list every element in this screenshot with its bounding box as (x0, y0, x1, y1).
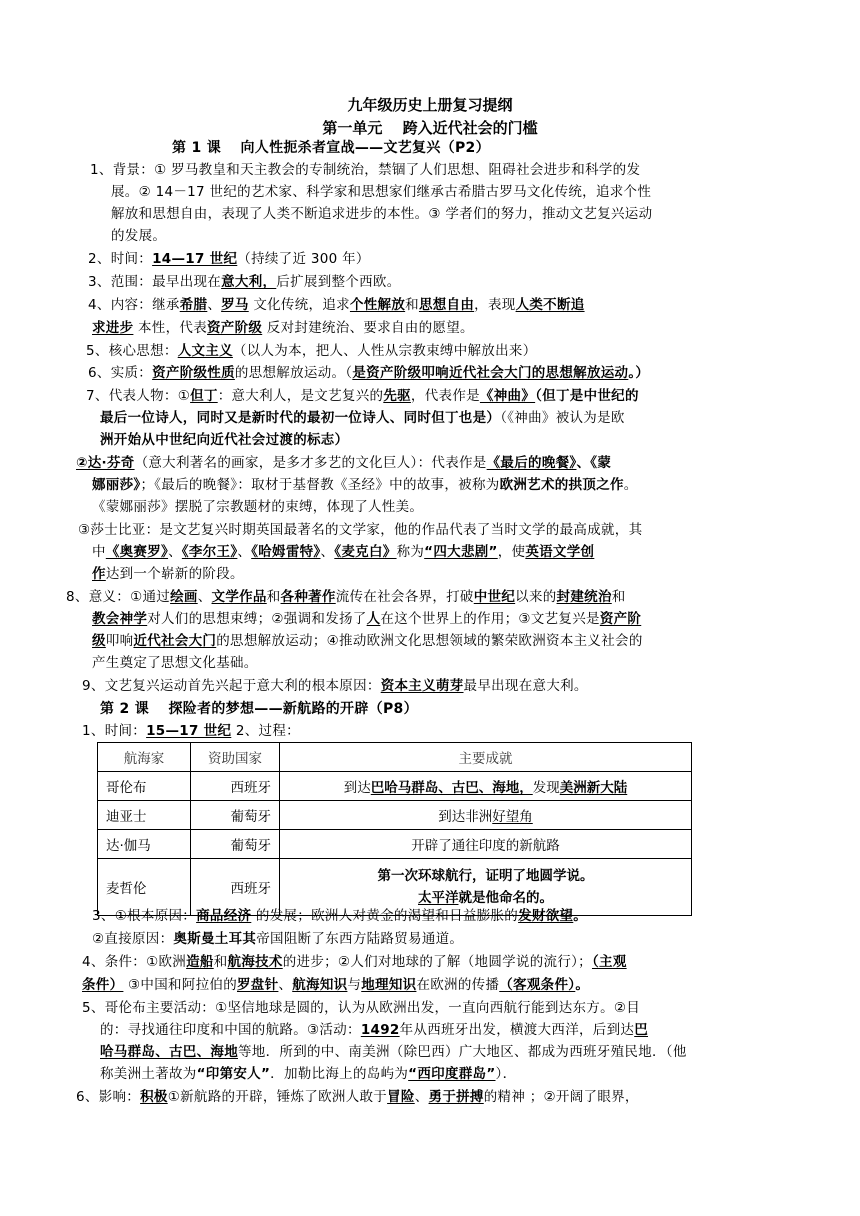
table-cell: 到达巴哈马群岛、古巴、海地，发现美洲新大陆 (280, 772, 692, 801)
table-header-row (98, 743, 692, 772)
table-cell: 西班牙 (191, 859, 280, 916)
cause-line: ②直接原因：奥斯曼土耳其帝国阻断了东西方陆路贸易通道。 (92, 931, 464, 947)
background-line: 展。② 14－17 世纪的艺术家、科学家和思想家们继承古希腊古罗马文化传统，追求个性 (111, 184, 652, 200)
significance-line: 产生奠定了思想文化基础。 (92, 655, 258, 671)
table-cell: 麦哲伦 (98, 859, 191, 916)
davinci-line: 娜丽莎》；《最后的晚餐》：取材于基督教《圣经》中的故事，被称为欧洲艺术的拱顶之作。 (92, 477, 638, 493)
essence-line: 6、实质：资产阶级性质的思想解放运动。（是资产阶级叩响近代社会大门的思想解放运动。） (88, 365, 650, 381)
significance-line: 教会神学对人们的思想束缚；②强调和发扬了人在这个世界上的作用；③文艺复兴是资产阶 (92, 611, 642, 627)
table-cell: 迪亚士 (98, 801, 191, 830)
content-line: 4、内容：继承希腊、罗马 文化传统，追求个性解放和思想自由，表现人类不断追 (88, 297, 585, 313)
table-row (98, 830, 692, 859)
columbus-line: 5、哥伦布主要活动：①坚信地球是圆的，认为从欧洲出发，一直向西航行能到达东方。②目 (82, 1000, 641, 1016)
figures-line: 洲开始从中世纪向近代社会过渡的标志） (100, 432, 349, 448)
table-cell: 哥伦布 (98, 772, 191, 801)
content-line: 求进步 本性，代表资产阶级 反对封建统治、要求自由的愿望。 (92, 320, 474, 336)
table-cell: 葡萄牙 (191, 801, 280, 830)
cause-line: 3、①根本原因：商品经济 的发展；欧洲人对黄金的渴望和日益膨胀的发财欲望。 (92, 908, 588, 924)
table-row (98, 801, 692, 830)
significance-line: 8、意义：①通过绘画、文学作品和各种著作流传在社会各界，打破中世纪以来的封建统治和 (66, 589, 626, 605)
table-header-cell: 主要成就 (280, 743, 692, 772)
navigator-table (97, 742, 692, 916)
table-header-cell: 航海家 (98, 743, 191, 772)
columbus-line: 的：寻找通往印度和中国的航路。③活动：1492年从西班牙出发，横渡大西洋，后到达巴 (100, 1022, 649, 1038)
table-cell: 到达非洲好望角 (280, 801, 692, 830)
impact-line: 6、影响：积极①新航路的开辟，锤炼了欧洲人敢于冒险、勇于拼搏的精神 ；②开阔了眼界， (76, 1089, 639, 1105)
background-line: 1、背景：① 罗马教皇和天主教会的专制统治，禁锢了人们思想、阻碍社会进步和科学的发 (90, 162, 641, 178)
table-header-cell: 资助国家 (191, 743, 280, 772)
root-cause-line: 9、文艺复兴运动首先兴起于意大利的根本原因：资本主义萌芽最早出现在意大利。 (82, 678, 588, 694)
table-cell: 葡萄牙 (191, 830, 280, 859)
shakespeare-line: 作达到一个崭新的阶段。 (92, 566, 244, 582)
davinci-line: ②达·芬奇（意大利著名的画家，是多才多艺的文化巨人）：代表作是《最后的晚餐》、《蒙 (76, 455, 612, 471)
columbus-line: 哈马群岛、古巴、海地等地．所到的中、南美洲（除巴西）广大地区、都成为西班牙殖民地．（他 (100, 1044, 687, 1060)
figures-line: 最后一位诗人，同时又是新时代的最初一位诗人、同时但丁也是）（《神曲》被认为是欧 (100, 410, 625, 426)
table-cell: 开辟了通往印度的新航路 (280, 830, 692, 859)
unit-title: 第一单元 跨入近代社会的门槛 (322, 119, 538, 137)
core-idea-line: 5、核心思想：人文主义（以人为本，把人、人性从宗教束缚中解放出来） (86, 343, 537, 359)
table-row (98, 772, 692, 801)
significance-line: 级叩响近代社会大门的思想解放运动；④推动欧洲文化思想领域的繁荣欧洲资本主义社会的 (92, 633, 643, 649)
conditions-line: 4、条件：①欧洲造船和航海技术的进步；②人们对地球的了解（地圆学说的流行）；（主观 (82, 954, 627, 970)
columbus-line: 称美洲土著故为“印第安人”．加勒比海上的岛屿为“西印度群岛”）． (100, 1066, 517, 1082)
figures-line: 7、代表人物：①但丁：意大利人，是文艺复兴的先驱，代表作是《神曲》（但丁是中世纪的 (86, 388, 639, 404)
scope-line: 3、范围：最早出现在意大利，后扩展到整个西欧。 (88, 274, 401, 290)
shakespeare-line: ③莎士比亚：是文艺复兴时期英国最著名的文学家，他的作品代表了当时文学的最高成就，其 (78, 522, 643, 538)
doc-title: 九年级历史上册复习提纲 (347, 96, 513, 114)
lesson2-heading: 第 2 课 探险者的梦想——新航路的开辟（P8） (100, 701, 418, 717)
table-cell: 西班牙 (191, 772, 280, 801)
background-line: 解放和思想自由，表现了人类不断追求进步的本性。③ 学者们的努力，推动文艺复兴运动 (111, 206, 653, 222)
lesson1-heading: 第 1 课 向人性扼杀者宣战——文艺复兴（P2） (172, 140, 490, 156)
davinci-line: 《蒙娜丽莎》摆脱了宗教题材的束缚，体现了人性美。 (92, 499, 424, 515)
time-process-line: 1、时间：15—17 世纪 2、过程： (82, 723, 300, 739)
table-cell: 第一次环球航行，证明了地圆学说。 太平洋就是他命名的。 (280, 859, 692, 916)
shakespeare-line: 中《奥赛罗》、《李尔王》、《哈姆雷特》、《麦克白》称为“四大悲剧”，使英语文学创 (92, 544, 595, 560)
background-line: 的发展。 (111, 228, 167, 244)
table-cell: 达·伽马 (98, 830, 191, 859)
time-line: 2、时间：14—17 世纪（持续了近 300 年） (88, 251, 370, 267)
conditions-line: 条件） ③中国和阿拉伯的罗盘针、航海知识与地理知识在欧洲的传播（客观条件）。 (82, 977, 590, 993)
